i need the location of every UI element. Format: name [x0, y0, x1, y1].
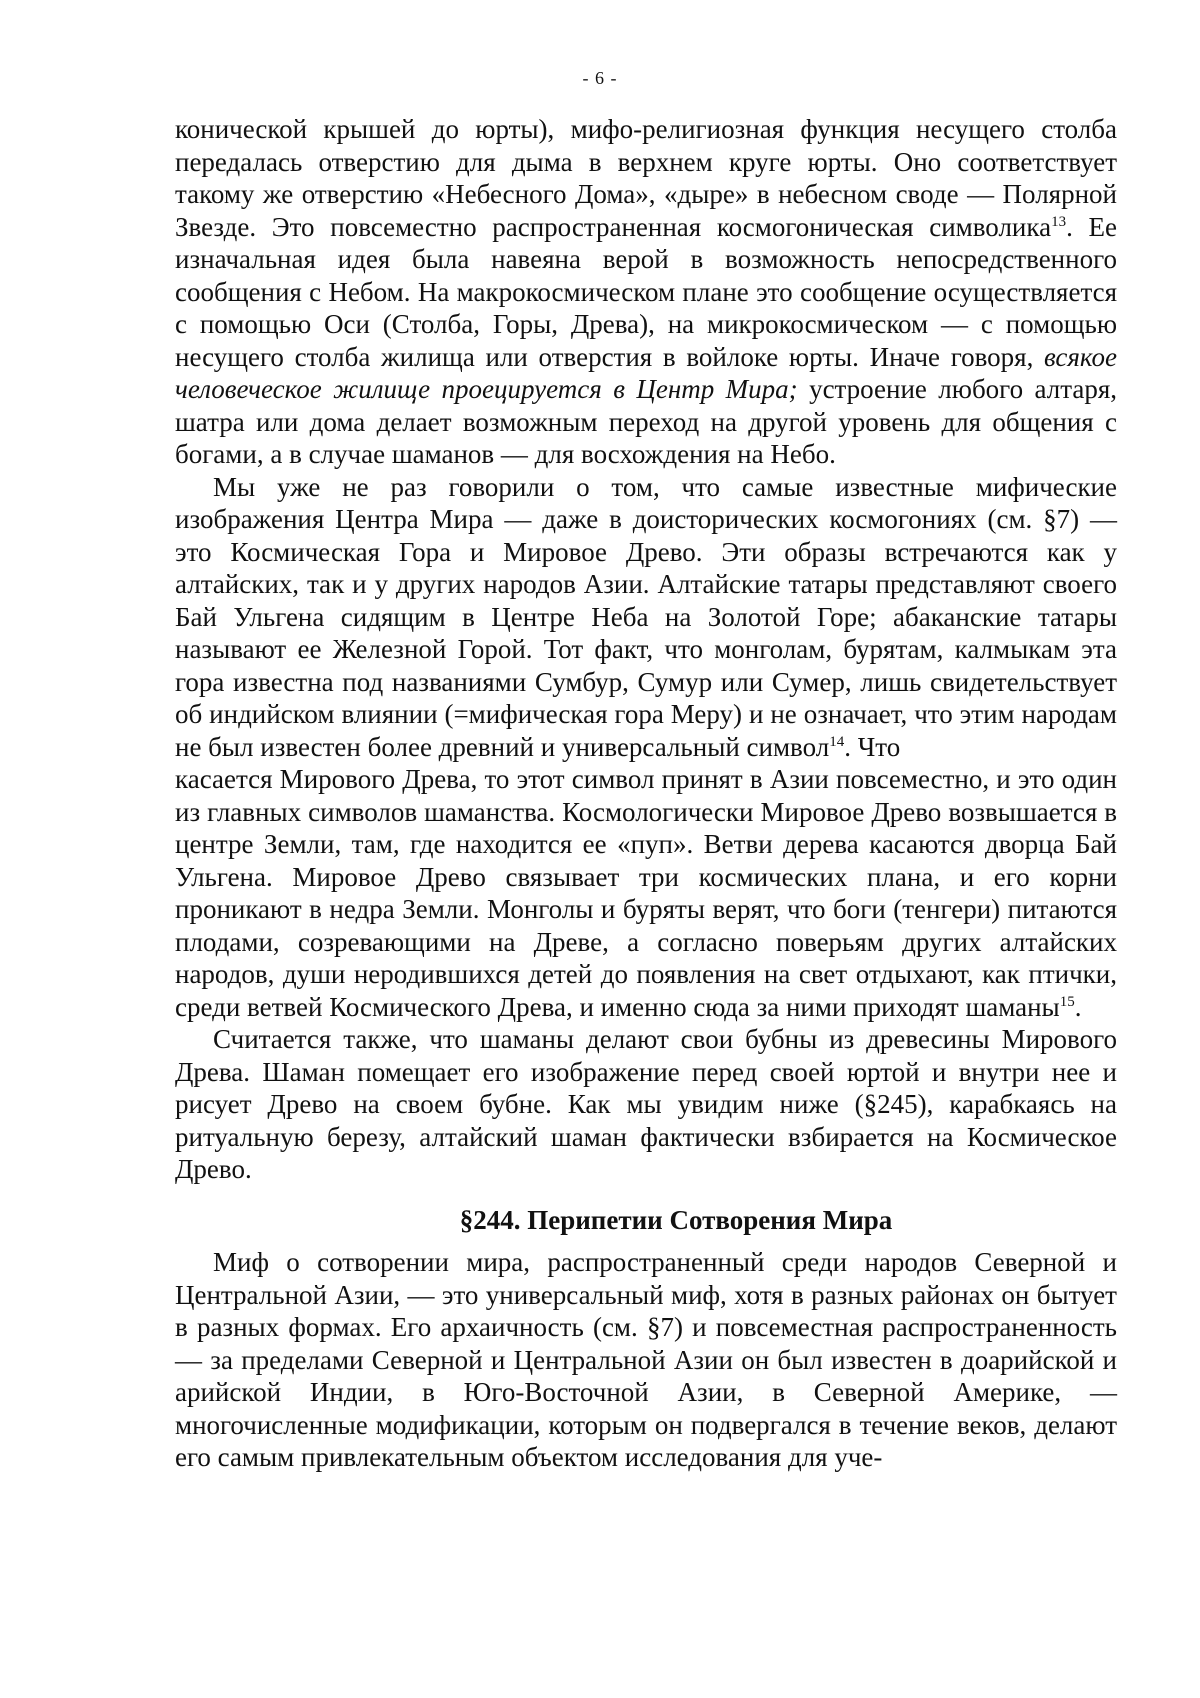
- paragraphs-before-heading: [175, 113, 1117, 1186]
- section-heading: §244. Перипетии Сотворения Мира: [459, 1204, 893, 1235]
- text-segment: Мы уже не раз говорили о том, что самые известные мифические изображения Центра Мира — даже в доисторических космогониях (см. §7) — это Космическая Гора и Мировое Древо. Эти образы встречаются как у алтайских, так и у других народов Азии. Алтайские татары представляют своего Бай Ульгена сидящим в Центре Неба на Золотой Горе; абаканские татары называют ее Железной Горой. Тот факт, что монголам, бурятам, калмыкам эта гора известна под названиями Сумбур, Сумур или Сумер, лишь свидетельствует об индийском влиянии (=мифическая гора Меру) и не означает, что этим народам не был известен более древний и универсальный символ: [175, 471, 1117, 762]
- footnote-ref: 15: [1059, 993, 1075, 1010]
- paragraph: [175, 763, 1117, 1023]
- text-segment: устроение любого алтаря, шатра или дома делает возможным переход на другой уровень для общения с богами, а в случае шаманов — для восхождения на Небо.: [175, 374, 1117, 469]
- footnote-ref: 13: [1051, 213, 1067, 230]
- document-body: [175, 113, 1117, 1474]
- text-segment: конической крышей до юрты), мифо-религиозная функция несущего столба передалась отверстию для дыма в верхнем круге юрты. Оно соответствует такому же отверстию «Небесного Дома», «дыре» в небесном своде — Полярной Звезде. Это повсеместно распространенная космогоническая символика: [175, 114, 1117, 242]
- paragraph: [175, 1246, 1117, 1474]
- text-segment: Миф о сотворении мира, распространенный среди народов Северной и Центральной Азии, — это универсальный миф, хотя в разных районах он бытует в разных формах. Его архаичность (см. §7) и повсеместная распространенность— за пределами Северной и Центральной Азии он был известен в доарийской и арийской Индии, в Юго-Восточной Азии, в Северной Америке, — многочисленные модификации, которым он подвергался в течение веков, делают его самым привлекательным объектом исследования для уче-: [175, 1247, 1117, 1472]
- text-segment: . Что: [844, 731, 901, 762]
- paragraph: [175, 1023, 1117, 1186]
- paragraph: [175, 113, 1117, 471]
- text-segment: Считается также, что шаманы делают свои бубны из древесины Мирового Древа. Шаман помещает его изображение перед своей юртой и внутри нее и рисует Древо на своем бубне. Как мы увидим ниже (§245), карабкаясь на ритуальную березу, алтайский шаман фактически взбирается на Космическое Древо.: [175, 1024, 1117, 1184]
- text-segment: касается Мирового Древа, то этот символ принят в Азии повсеместно, и это один из главных символов шаманства. Космологически Мировое Древо возвышается в центре Земли, там, где находится ее «пуп». Ветви дерева касаются дворца Бай Ульгена. Мировое Древо связывает три космических плана, и его корни проникают в недра Земли. Монголы и буряты верят, что боги (тенгери) питаются плодами, созревающими на Древе, а согласно поверьям других алтайских народов, души неродившихся детей до появления на свет отдыхают, как птички, среди ветвей Космического Древа, и именно сюда за ними приходят шаманы: [175, 764, 1117, 1022]
- page-number: - 6 -: [582, 68, 618, 88]
- paragraphs-after-heading: [175, 1246, 1117, 1474]
- italic-text: всякое человеческое жилище проецируется в Центр Мира;: [175, 341, 1117, 404]
- footnote-ref: 14: [829, 733, 845, 750]
- text-segment: .: [1074, 991, 1082, 1022]
- paragraph: [175, 471, 1117, 764]
- text-segment: . Ее изначальная идея была навеяна верой в возможность непосредственного сообщения с Небом. На макрокосмическом плане это сообщение осуществляется с помощью Оси (Столба, Горы, Древа), на микрокосмическом — с помощью несущего столба жилища или отверстия в войлоке юрты. Иначе говоря,: [175, 211, 1117, 372]
